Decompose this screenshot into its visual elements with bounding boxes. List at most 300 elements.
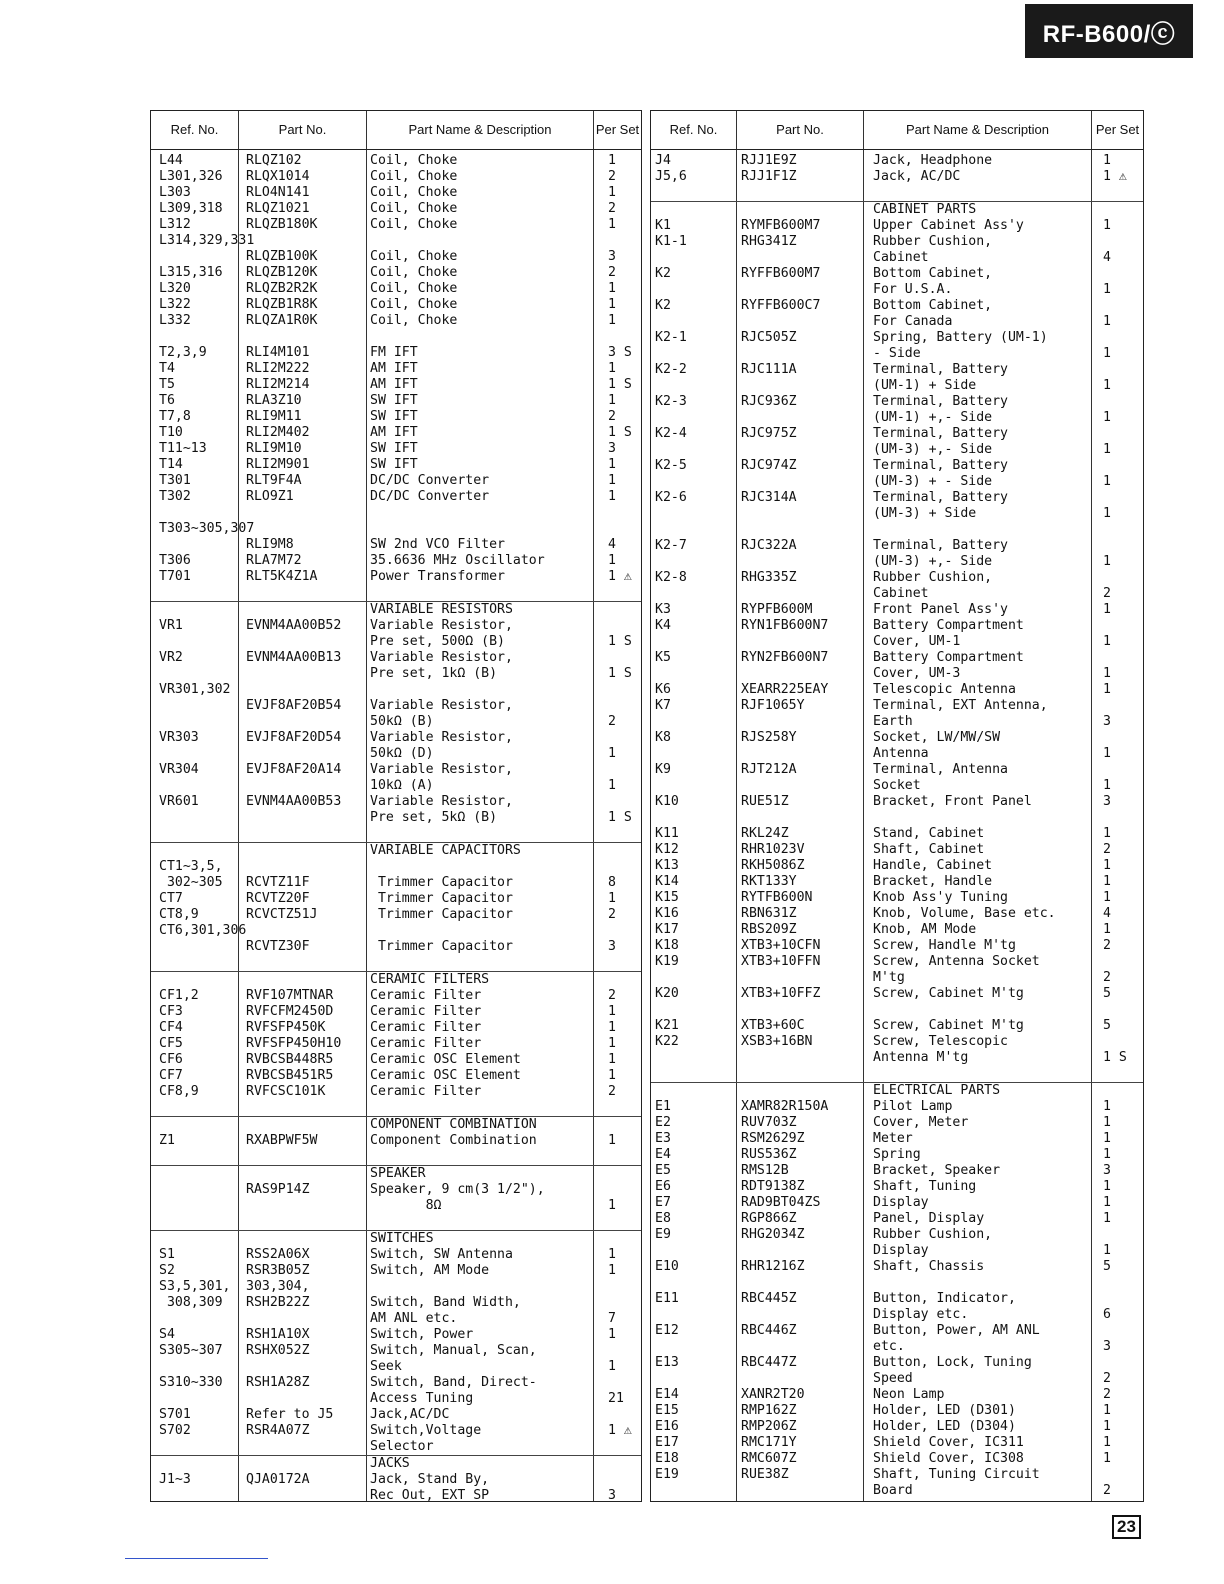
table-row (151, 730, 641, 746)
cell-per-set: 1 (1103, 1147, 1111, 1162)
section-header-row (151, 601, 641, 618)
cell-per-set: 1 (608, 1020, 616, 1035)
cell-per-set: 3 (1103, 1339, 1111, 1354)
cell-part-no: RJC505Z (741, 330, 797, 345)
cell-ref-no: J4 (655, 153, 671, 168)
cell-ref-no: K9 (655, 762, 671, 777)
table-row (651, 330, 1143, 346)
cell-part-no: RLI4M101 (246, 345, 310, 360)
table-row (651, 746, 1143, 762)
cell-description: Neon Lamp (873, 1387, 945, 1402)
cell-description: Access Tuning (370, 1391, 474, 1406)
cell-description: (UM-1) + Side (873, 378, 977, 393)
table-row (151, 714, 641, 730)
cell-ref-no: K10 (655, 794, 679, 809)
parts-table-left (150, 110, 642, 1502)
cell-per-set: 1 (608, 1198, 616, 1213)
table-row (151, 313, 641, 329)
section-header-row (651, 1082, 1143, 1099)
table-row (151, 297, 641, 313)
cell-part-no: RLO4N141 (246, 185, 310, 200)
cell-ref-no: T11~13 (159, 441, 207, 456)
cell-part-no: RVBCSB448R5 (246, 1052, 334, 1067)
cell-per-set: 1 (1103, 1451, 1111, 1466)
table-row (151, 473, 641, 489)
cell-per-set: 1 (1103, 1419, 1111, 1434)
table-row (151, 521, 641, 537)
cell-description: Ceramic Filter (370, 1004, 482, 1019)
cell-ref-no: K14 (655, 874, 679, 889)
cell-description: Knob, AM Mode (873, 922, 977, 937)
cell-part-no: RJC314A (741, 490, 797, 505)
cell-per-set: 1 (608, 1068, 616, 1083)
cell-ref-no: T10 (159, 425, 183, 440)
cell-per-set: 21 (608, 1391, 624, 1406)
cell-part-no: RMP162Z (741, 1403, 797, 1418)
cell-part-no: RJC974Z (741, 458, 797, 473)
cell-per-set: 2 (1103, 970, 1111, 985)
cell-part-no: RDT9138Z (741, 1179, 805, 1194)
section-header-row (151, 1230, 641, 1247)
table-row (651, 1339, 1143, 1355)
cell-ref-no: 308,309 (159, 1295, 223, 1310)
cell-per-set: 4 (1103, 250, 1111, 265)
cell-ref-no: E17 (655, 1435, 679, 1450)
cell-part-no: RLQZ1021 (246, 201, 310, 216)
cell-ref-no: K1-1 (655, 234, 687, 249)
table-header (651, 111, 1143, 150)
table-row (651, 650, 1143, 666)
cell-description: Cover, UM-1 (873, 634, 961, 649)
cell-per-set: 1 (608, 1004, 616, 1019)
cell-description: 10kΩ (A) (370, 778, 434, 793)
cell-part-no: RLQZA1R0K (246, 313, 318, 328)
cell-description: Knob, Volume, Base etc. (873, 906, 1056, 921)
cell-description: Terminal, Antenna (873, 762, 1008, 777)
cell-ref-no: 302~305 (159, 875, 223, 890)
cell-ref-no: K2 (655, 266, 671, 281)
section-header-row (151, 971, 641, 988)
cell-part-no: RGP866Z (741, 1211, 797, 1226)
cell-description: Trimmer Capacitor (370, 875, 513, 890)
cell-part-no: RLA7M72 (246, 553, 302, 568)
cell-description: Coil, Choke (370, 265, 458, 280)
cell-description: Variable Resistor, (370, 762, 513, 777)
cell-part-no: RSHX052Z (246, 1343, 310, 1358)
cell-part-no: EVJF8AF20D54 (246, 730, 342, 745)
table-row (151, 425, 641, 441)
section-header-row (151, 842, 641, 859)
cell-part-no: RSH1A28Z (246, 1375, 310, 1390)
cell-part-no: RSH2B22Z (246, 1295, 310, 1310)
cell-part-no: RJC936Z (741, 394, 797, 409)
cell-ref-no: T701 (159, 569, 191, 584)
header-part-no: Part No. (278, 122, 327, 137)
cell-part-no: RLQZB100K (246, 249, 318, 264)
cell-ref-no: K15 (655, 890, 679, 905)
cell-part-no: RMP206Z (741, 1419, 797, 1434)
cell-ref-no: L322 (159, 297, 191, 312)
cell-per-set: 1 ⚠ (1103, 169, 1127, 184)
cell-description: Bracket, Handle (873, 874, 993, 889)
cell-ref-no: L301,326 (159, 169, 223, 184)
cell-per-set: 3 (608, 441, 616, 456)
cell-description: SW IFT (370, 457, 418, 472)
table-row (651, 618, 1143, 634)
cell-part-no: RYFFB600C7 (741, 298, 821, 313)
table-row (151, 1133, 641, 1149)
cell-ref-no: E1 (655, 1099, 671, 1114)
table-row (651, 1371, 1143, 1387)
cell-description: Coil, Choke (370, 313, 458, 328)
cell-per-set: 1 (608, 489, 616, 504)
cell-description: Terminal, Battery (873, 490, 1008, 505)
cell-per-set: 2 (1103, 938, 1111, 953)
table-row (651, 970, 1143, 986)
cell-part-no: RHG341Z (741, 234, 797, 249)
cell-description: Shield Cover, IC308 (873, 1451, 1024, 1466)
cell-per-set: 1 (608, 313, 616, 328)
cell-description: Terminal, EXT Antenna, (873, 698, 1048, 713)
cell-ref-no: K2-6 (655, 490, 687, 505)
cell-part-no: RUS536Z (741, 1147, 797, 1162)
cell-description: (UM-3) +,- Side (873, 442, 993, 457)
cell-part-no: RCVTZ11F (246, 875, 310, 890)
cell-part-no: RKL24Z (741, 826, 789, 841)
cell-description: Variable Resistor, (370, 618, 513, 633)
table-row (151, 875, 641, 891)
cell-ref-no: T2,3,9 (159, 345, 207, 360)
cell-part-no: RUE38Z (741, 1467, 789, 1482)
cell-per-set: 1 ⚠ (608, 569, 632, 584)
cell-description: Variable Resistor, (370, 794, 513, 809)
table-row (651, 794, 1143, 810)
cell-per-set: 1 (1103, 506, 1111, 521)
cell-description: Switch, Band, Direct- (370, 1375, 537, 1390)
cell-per-set: 1 (1103, 890, 1111, 905)
cell-ref-no: E16 (655, 1419, 679, 1434)
table-row (651, 938, 1143, 954)
cell-description: M'tg (873, 970, 905, 985)
cell-ref-no: K2 (655, 298, 671, 313)
header-ref-no: Ref. No. (669, 122, 718, 137)
table-row (651, 1050, 1143, 1066)
table-row (651, 1275, 1143, 1291)
cell-description: Variable Resistor, (370, 698, 513, 713)
cell-part-no: RBC445Z (741, 1291, 797, 1306)
cell-per-set: 1 (608, 891, 616, 906)
cell-description: Knob Ass'y Tuning (873, 890, 1008, 905)
cell-per-set: 1 (1103, 1131, 1111, 1146)
table-row (651, 1227, 1143, 1243)
header-part-no: Part No. (776, 122, 824, 137)
cell-description: Handle, Cabinet (873, 858, 993, 873)
cell-part-no: RVFCFM2450D (246, 1004, 334, 1019)
cell-description: Terminal, Battery (873, 458, 1008, 473)
cell-per-set: 1 (1103, 1115, 1111, 1130)
table-row (651, 1131, 1143, 1147)
cell-per-set: 1 (608, 393, 616, 408)
cell-description: DC/DC Converter (370, 473, 490, 488)
cell-description: For Canada (873, 314, 953, 329)
cell-per-set: 1 (608, 281, 616, 296)
table-row (651, 554, 1143, 570)
cell-part-no: RJC975Z (741, 426, 797, 441)
cell-description: (UM-3) +,- Side (873, 554, 993, 569)
table-row (151, 441, 641, 457)
cell-part-no: EVJF8AF20A14 (246, 762, 342, 777)
cell-ref-no: CF3 (159, 1004, 183, 1019)
cell-per-set: 1 S (608, 634, 632, 649)
cell-part-no: RHG2034Z (741, 1227, 805, 1242)
cell-description: Display (873, 1195, 929, 1210)
cell-part-no: RLI2M214 (246, 377, 310, 392)
cell-per-set: 3 (608, 249, 616, 264)
table-body (151, 153, 641, 1504)
cell-per-set: 1 (1103, 874, 1111, 889)
cell-description: Button, Power, AM ANL (873, 1323, 1040, 1338)
cell-description: Coil, Choke (370, 297, 458, 312)
cell-description: 50kΩ (B) (370, 714, 434, 729)
section-title: SPEAKER (370, 1166, 426, 1181)
cell-part-no: RVFSFP450H10 (246, 1036, 342, 1051)
table-header (151, 111, 641, 150)
cell-ref-no: E8 (655, 1211, 671, 1226)
cell-part-no: RJC111A (741, 362, 797, 377)
cell-description: Rubber Cushion, (873, 1227, 993, 1242)
cell-description: Ceramic Filter (370, 1036, 482, 1051)
cell-part-no: RLA3Z10 (246, 393, 302, 408)
cell-ref-no: K18 (655, 938, 679, 953)
cell-per-set: 1 S (608, 425, 632, 440)
cell-per-set: 1 (1103, 1435, 1111, 1450)
cell-per-set: 5 (1103, 986, 1111, 1001)
cell-description: Pilot Lamp (873, 1099, 953, 1114)
table-row (151, 826, 641, 842)
table-row (651, 458, 1143, 474)
cell-per-set: 1 (1103, 1211, 1111, 1226)
cell-part-no: XTB3+10FFZ (741, 986, 821, 1001)
cell-per-set: 2 (608, 201, 616, 216)
cell-per-set: 1 (1103, 682, 1111, 697)
cell-ref-no: S4 (159, 1327, 175, 1342)
cell-ref-no: K2-7 (655, 538, 687, 553)
cell-description: Screw, Handle M'tg (873, 938, 1016, 953)
cell-description: Shaft, Tuning Circuit (873, 1467, 1040, 1482)
cell-part-no: EVJF8AF20B54 (246, 698, 342, 713)
cell-ref-no: S702 (159, 1423, 191, 1438)
cell-per-set: 2 (1103, 586, 1111, 601)
table-row (151, 201, 641, 217)
cell-ref-no: K2-2 (655, 362, 687, 377)
table-row (651, 1291, 1143, 1307)
cell-part-no: RHR1216Z (741, 1259, 805, 1274)
cell-description: SW 2nd VCO Filter (370, 537, 505, 552)
cell-part-no: RLT9F4A (246, 473, 302, 488)
cell-part-no: RLI9M10 (246, 441, 302, 456)
cell-per-set: 1 (608, 1327, 616, 1342)
cell-description: (UM-3) + Side (873, 506, 977, 521)
cell-ref-no: S2 (159, 1263, 175, 1278)
cell-ref-no: L309,318 (159, 201, 223, 216)
cell-description: Coil, Choke (370, 249, 458, 264)
cell-ref-no: VR1 (159, 618, 183, 633)
cell-ref-no: K11 (655, 826, 679, 841)
cell-ref-no: K2-1 (655, 330, 687, 345)
table-row (151, 1472, 641, 1488)
section-title: VARIABLE CAPACITORS (370, 843, 521, 858)
cell-ref-no: L312 (159, 217, 191, 232)
table-row (651, 1066, 1143, 1082)
cell-per-set: 1 (608, 1263, 616, 1278)
cell-per-set: 2 (1103, 1387, 1111, 1402)
cell-ref-no: T14 (159, 457, 183, 472)
table-row (151, 1423, 641, 1439)
cell-per-set: 1 (1103, 218, 1111, 233)
table-row (151, 281, 641, 297)
table-row (151, 249, 641, 265)
cell-per-set: 1 (1103, 410, 1111, 425)
cell-part-no: RLQZB2R2K (246, 281, 318, 296)
cell-ref-no: T5 (159, 377, 175, 392)
table-row (151, 955, 641, 971)
cell-ref-no: L332 (159, 313, 191, 328)
cell-per-set: 3 (608, 939, 616, 954)
header-per-set: Per Set (1095, 122, 1140, 137)
cell-part-no: RKH5086Z (741, 858, 805, 873)
cell-description: etc. (873, 1339, 905, 1354)
table-row (651, 1115, 1143, 1131)
cell-per-set: 2 (608, 988, 616, 1003)
table-row (151, 1391, 641, 1407)
cell-ref-no: E2 (655, 1115, 671, 1130)
cell-ref-no: L303 (159, 185, 191, 200)
cell-per-set: 1 (1103, 826, 1111, 841)
table-row (151, 537, 641, 553)
table-row (151, 329, 641, 345)
cell-description: Switch, SW Antenna (370, 1247, 513, 1262)
cell-part-no: RCVTZ20F (246, 891, 310, 906)
cell-ref-no: CT8,9 (159, 907, 199, 922)
table-row (151, 153, 641, 169)
table-row (151, 1004, 641, 1020)
cell-description: DC/DC Converter (370, 489, 490, 504)
cell-ref-no: CF7 (159, 1068, 183, 1083)
cell-description: Ceramic Filter (370, 988, 482, 1003)
cell-per-set: 1 (608, 153, 616, 168)
cell-part-no: RYPFB600M (741, 602, 813, 617)
cell-part-no: RSM2629Z (741, 1131, 805, 1146)
cell-part-no: RLI2M402 (246, 425, 310, 440)
cell-part-no: RUE51Z (741, 794, 789, 809)
cell-ref-no: K13 (655, 858, 679, 873)
table-row (151, 361, 641, 377)
section-title: ELECTRICAL PARTS (873, 1083, 1001, 1098)
cell-ref-no: T306 (159, 553, 191, 568)
cell-description: Coil, Choke (370, 201, 458, 216)
cell-description: Terminal, Battery (873, 394, 1008, 409)
table-row (651, 298, 1143, 314)
table-row (151, 1084, 641, 1100)
cell-per-set: 1 (608, 553, 616, 568)
cell-description: Antenna M'tg (873, 1050, 969, 1065)
table-row (151, 409, 641, 425)
cell-part-no: RJS258Y (741, 730, 797, 745)
cell-description: Front Panel Ass'y (873, 602, 1008, 617)
table-row (151, 1488, 641, 1504)
cell-part-no: RCVCTZ51J (246, 907, 318, 922)
table-row (151, 634, 641, 650)
cell-description: Pre set, 500Ω (B) (370, 634, 505, 649)
cell-description: Holder, LED (D304) (873, 1419, 1016, 1434)
table-row (151, 377, 641, 393)
cell-per-set: 3 (1103, 714, 1111, 729)
header-per-set: Per Set (595, 122, 640, 137)
cell-part-no: EVNM4AA00B53 (246, 794, 342, 809)
cell-part-no: RVF107MTNAR (246, 988, 334, 1003)
cell-description: Ceramic OSC Element (370, 1068, 521, 1083)
cell-per-set: 1 (608, 361, 616, 376)
cell-ref-no: E13 (655, 1355, 679, 1370)
cell-description: AM IFT (370, 377, 418, 392)
page-number: 23 (1112, 1515, 1141, 1539)
cell-description: Switch, AM Mode (370, 1263, 490, 1278)
cell-ref-no: CF5 (159, 1036, 183, 1051)
cell-description: FM IFT (370, 345, 418, 360)
cell-part-no: XTB3+60C (741, 1018, 805, 1033)
cell-per-set: 1 (1103, 378, 1111, 393)
cell-description: Coil, Choke (370, 169, 458, 184)
table-row (651, 266, 1143, 282)
cell-ref-no: K17 (655, 922, 679, 937)
cell-part-no: RBC446Z (741, 1323, 797, 1338)
cell-part-no: RJT212A (741, 762, 797, 777)
table-row (651, 778, 1143, 794)
table-row (651, 1307, 1143, 1323)
cell-description: Coil, Choke (370, 185, 458, 200)
cell-part-no: RYTFB600N (741, 890, 813, 905)
table-row (151, 859, 641, 875)
cell-description: Board (873, 1483, 913, 1498)
cell-per-set: 1 (1103, 282, 1111, 297)
cell-description: AM IFT (370, 361, 418, 376)
cell-per-set: 1 (608, 1359, 616, 1374)
cell-ref-no: E14 (655, 1387, 679, 1402)
cell-part-no: RVFCSC101K (246, 1084, 326, 1099)
table-row (151, 217, 641, 233)
table-row (651, 1211, 1143, 1227)
cell-ref-no: K6 (655, 682, 671, 697)
header-description: Part Name & Description (408, 122, 552, 137)
cell-per-set: 1 (1103, 1243, 1111, 1258)
cell-ref-no: CT6,301,306 (159, 923, 247, 938)
cell-part-no: RSS2A06X (246, 1247, 310, 1262)
table-row (151, 794, 641, 810)
cell-ref-no: K2-4 (655, 426, 687, 441)
cell-per-set: 1 (1103, 442, 1111, 457)
cell-per-set: 2 (1103, 1371, 1111, 1386)
table-row (651, 169, 1143, 185)
cell-description: Coil, Choke (370, 217, 458, 232)
cell-part-no: RVFSFP450K (246, 1020, 326, 1035)
cell-ref-no: E18 (655, 1451, 679, 1466)
cell-part-no: RLQZB120K (246, 265, 318, 280)
cell-description: Speaker, 9 cm(3 1/2"), (370, 1182, 545, 1197)
cell-part-no: XANR2T20 (741, 1387, 805, 1402)
cell-part-no: RMS12B (741, 1163, 789, 1178)
cell-per-set: 1 (1103, 922, 1111, 937)
cell-per-set: 4 (1103, 906, 1111, 921)
